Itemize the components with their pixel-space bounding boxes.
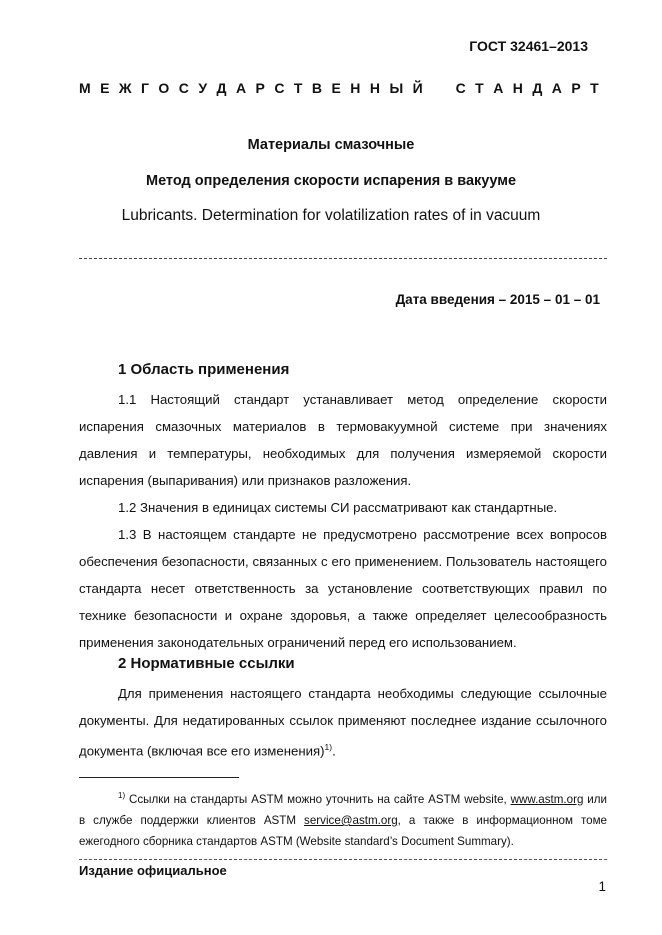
title-russian-line1: Материалы смазочные <box>247 137 415 153</box>
section-2-heading: 2 Нормативные ссылки <box>118 655 295 672</box>
gost-code: ГОСТ 32461–2013 <box>469 38 588 54</box>
paragraph-2 <box>79 680 607 764</box>
banner-letter: О <box>158 80 170 96</box>
section-1-heading: 1 Область применения <box>118 361 290 378</box>
introduction-date: Дата введения – 2015 – 01 – 01 <box>395 292 600 307</box>
banner-letter: Т <box>293 80 303 96</box>
title-russian-line2: Метод определения скорости испарения в вакууме <box>145 173 517 189</box>
banner-letter: С <box>455 80 466 96</box>
banner-letter: Е <box>331 80 341 96</box>
banner-letter: Ж <box>118 80 132 96</box>
title-divider <box>79 258 607 259</box>
banner-letter: А <box>235 80 247 96</box>
page-number: 1 <box>598 879 606 894</box>
footnote-separator <box>79 777 239 778</box>
astm-website-link[interactable]: www.astm.org <box>510 792 584 806</box>
paragraph-2-text: Для применения настоящего стандарта необходимы следующие ссылочные документы. Для недатированных ссылок применяют последнее издание ссылочного документа (включая все его изменения) <box>79 686 607 759</box>
banner-word-gap <box>432 80 446 96</box>
paragraph-2-end: . <box>332 743 336 759</box>
banner-letter: С <box>274 80 285 96</box>
banner-letter: У <box>198 80 208 96</box>
footer-divider <box>79 859 607 860</box>
banner-letter: Д <box>216 80 227 96</box>
footnote-reference: 1) <box>324 742 333 752</box>
title-english: Lubricants. Determination for volatilization rates of in vacuum <box>121 207 541 224</box>
banner-letter: Ы <box>389 80 404 96</box>
footnote-text-c: , а также в информационном томе ежегодного сборника стандартов ASTM (Website standard’s Document Summary). <box>79 813 607 848</box>
banner-letter: Д <box>532 80 543 96</box>
banner-letter: Й <box>412 80 423 96</box>
banner-letter: А <box>493 80 504 96</box>
banner-letter: Т <box>590 80 599 96</box>
banner-letter: С <box>178 80 189 96</box>
banner-letter: В <box>311 80 323 96</box>
official-edition-label: Издание официальное <box>79 863 227 878</box>
banner-letter: Р <box>255 80 265 96</box>
banner-letter: Т <box>475 80 484 96</box>
section-2-body <box>79 680 607 764</box>
paragraph-1-1: 1.1 Настоящий стандарт устанавливает метод определение скорости испарения смазочных материалов в термовакуумной системе при значениях давления и температуры, необходимых для получения измеряемой скорости испарения (выпаривания) или признаков разложения. <box>79 392 607 488</box>
banner-letter: Н <box>512 80 523 96</box>
banner-letter: А <box>551 80 562 96</box>
banner-letter: Н <box>369 80 380 96</box>
astm-service-email-link[interactable]: service@astm.org <box>304 813 398 827</box>
footnote <box>79 785 607 852</box>
banner-letter: Г <box>141 80 149 96</box>
banner-letter: М <box>79 80 91 96</box>
section-1-body <box>79 386 607 656</box>
banner-letter: Р <box>571 80 581 96</box>
footnote-text-b: или в службе поддержки клиентов ASTM <box>79 792 607 827</box>
banner-letter: Е <box>100 80 110 96</box>
paragraph-1-2: 1.2 Значения в единицах системы СИ рассматривают как стандартные. <box>118 500 558 515</box>
footnote-mark: 1) <box>118 791 126 800</box>
footnote-text-a: Ссылки на стандарты ASTM можно уточнить на сайте ASTM website, <box>125 792 511 806</box>
paragraph-1-3: 1.3 В настоящем стандарте не предусмотрено рассмотрение всех вопросов обеспечения безопасности, связанных с его применением. Пользователь настоящего стандарта несет ответственность за установление соответствующих правил по технике безопасности и охране здоровья, а также определяет целесообразность применения законодательных ограничений перед его использованием. <box>79 527 607 650</box>
interstate-standard-banner <box>79 80 599 96</box>
banner-letter: Н <box>350 80 361 96</box>
